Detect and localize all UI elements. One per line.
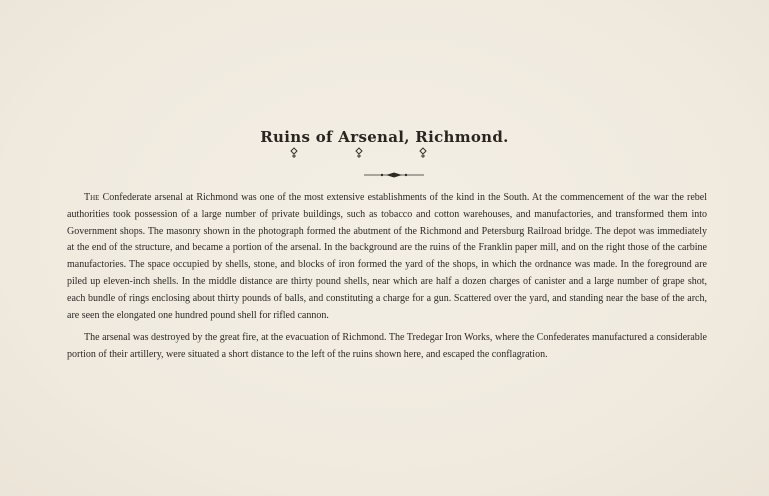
flourish-ornament-2 — [354, 147, 364, 159]
paragraph-2: The arsenal was destroyed by the great fire, at the evacuation of Richmond. The Tredegar Iron Works, where the Confederates manufactured a considerable portion of their artillery, were situated a short distance to the left of the ruins shown here, and escaped the conflagration. — [67, 332, 707, 361]
ornamental-divider — [364, 171, 424, 179]
paragraph-1-body: Confederate arsenal at Richmond was one of the most extensive establishments of the kind in the South. At the commencement of the war the rebel authorities took possession of a large number of private buildings, such as tobacco and cotton warehouses, and manufactories, and transformed them into Government shops. The masonry shown in the photograph formed the abutment of the Richmond and Petersburg Railroad bridge. The depot was immediately at the end of the structure, and became a portion of the arsenal. In the background are the ruins of the Franklin paper mill, and on the right those of the carbine manufactories. The space occupied by shells, stone, and blocks of iron formed the yard of the shops, in which the ordnance was made. In the foreground are piled up eleven-inch shells. In the middle distance are thirty pound shells, near which are half a dozen charges of canister and a large number of grape shot, each bundle of rings enclosing about thirty pounds of balls, and constituting a charge for a gun. Scattered over the yard, and standing near the base of the arch, are seen the elongated one hundred pound shell for rifled cannon. — [67, 192, 708, 321]
title-flourishes — [0, 147, 769, 159]
paragraph-1-lead-word: The — [84, 192, 100, 203]
paragraph-1 — [67, 190, 707, 324]
flourish-ornament-1 — [289, 147, 299, 159]
flourish-ornament-3 — [418, 147, 428, 159]
plate-title: Ruins of Arsenal, Richmond. — [260, 128, 509, 146]
descriptive-text — [67, 190, 707, 364]
